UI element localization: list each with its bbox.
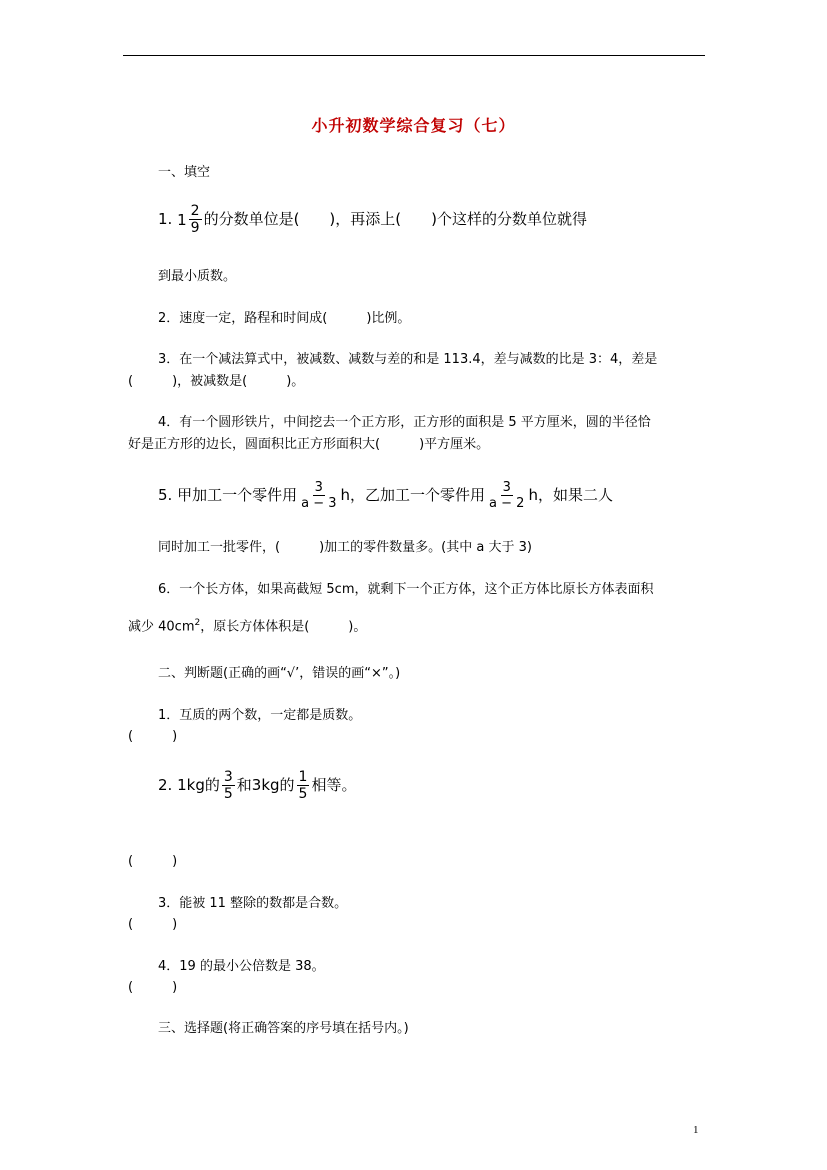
question-1-line-1 xyxy=(158,204,587,235)
j2-fraction-2 xyxy=(297,770,310,801)
judge-3: 3．能被 11 整除的数都是合数。 xyxy=(158,896,348,911)
q5-unit-2: h，如果二人 xyxy=(528,486,613,504)
question-3-line-2: ( )，被减数是( )。 xyxy=(128,374,305,389)
q1-number: 1. xyxy=(158,210,173,228)
question-4-line-2: 好是正方形的边长，圆面积比正方形面积大( )平方厘米。 xyxy=(128,437,490,452)
q5-text-a: 甲加工一个零件用 xyxy=(177,486,298,504)
question-5-line-2: 同时加工一批零件，( )加工的零件数量多。(其中 a 大于 3) xyxy=(158,540,532,555)
question-3-line-1: 3．在一个减法算式中，被减数、减数与差的和是 113.4，差与减数的比是 3：4，差是 xyxy=(158,352,658,367)
j2-text-c: 相等。 xyxy=(311,776,357,794)
judge-3-paren: ( ) xyxy=(128,917,178,932)
q1-frac-den: 9 xyxy=(190,220,200,236)
judge-2-paren: ( ) xyxy=(128,854,178,869)
j2-number: 2. xyxy=(158,776,173,794)
judge-4: 4．19 的最小公倍数是 38。 xyxy=(158,959,325,974)
q5-f2-den: a − 2 xyxy=(489,496,525,511)
j2-f1-num: 3 xyxy=(223,769,233,785)
j2-f2-den: 5 xyxy=(298,786,308,802)
q1-mixed-number xyxy=(177,204,203,235)
q6-text-a: 减少 40cm xyxy=(128,619,195,635)
judge-4-paren: ( ) xyxy=(128,980,178,995)
q5-f1-num: 3 xyxy=(314,480,323,495)
q1-text-a: 的分数单位是( )，再添上( )个这样的分数单位就得 xyxy=(203,210,587,228)
section-3-heading: 三、选择题(将正确答案的序号填在括号内。) xyxy=(158,1021,409,1036)
q5-f2-num: 3 xyxy=(502,480,511,495)
question-1-line-2: 到最小质数。 xyxy=(158,269,237,284)
judge-2 xyxy=(158,770,356,801)
q5-unit-1: h，乙加工一个零件用 xyxy=(340,486,486,504)
section-1-heading: 一、填空 xyxy=(158,165,211,180)
question-2: 2．速度一定，路程和时间成( )比例。 xyxy=(158,311,411,326)
j2-f2-num: 1 xyxy=(298,769,308,785)
section-2-heading: 二、判断题(正确的画“√’，错误的画“×”。) xyxy=(158,666,401,681)
question-6-line-2 xyxy=(128,614,366,636)
question-5-line-1 xyxy=(158,481,613,510)
q1-whole: 1 xyxy=(177,210,187,229)
question-6-line-1: 6．一个长方体，如果高截短 5cm，就剩下一个正方体，这个正方体比原长方体表面积 xyxy=(158,582,654,597)
q5-f1-den: a − 3 xyxy=(301,496,337,511)
j2-fraction-1 xyxy=(222,770,235,801)
q5-fraction-1 xyxy=(299,481,338,510)
j2-text-b: 和3kg的 xyxy=(236,776,295,794)
page-title: 小升初数学综合复习（七） xyxy=(311,116,516,135)
q5-number: 5. xyxy=(158,486,173,504)
header-rule xyxy=(123,55,705,56)
page-number: 1 xyxy=(693,1124,699,1136)
q1-frac-num: 2 xyxy=(190,203,200,219)
judge-1: 1．互质的两个数，一定都是质数。 xyxy=(158,708,362,723)
j2-text-a: 1kg的 xyxy=(177,776,220,794)
q5-fraction-2 xyxy=(487,481,526,510)
q6-superscript: 2 xyxy=(194,618,201,628)
j2-f1-den: 5 xyxy=(223,786,233,802)
q1-fraction xyxy=(189,204,202,235)
judge-1-paren: ( ) xyxy=(128,729,178,744)
q6-text-b: ，原长方体体积是( )。 xyxy=(200,619,367,635)
question-4-line-1: 4．有一个圆形铁片，中间挖去一个正方形，正方形的面积是 5 平方厘米，圆的半径恰 xyxy=(158,415,651,430)
